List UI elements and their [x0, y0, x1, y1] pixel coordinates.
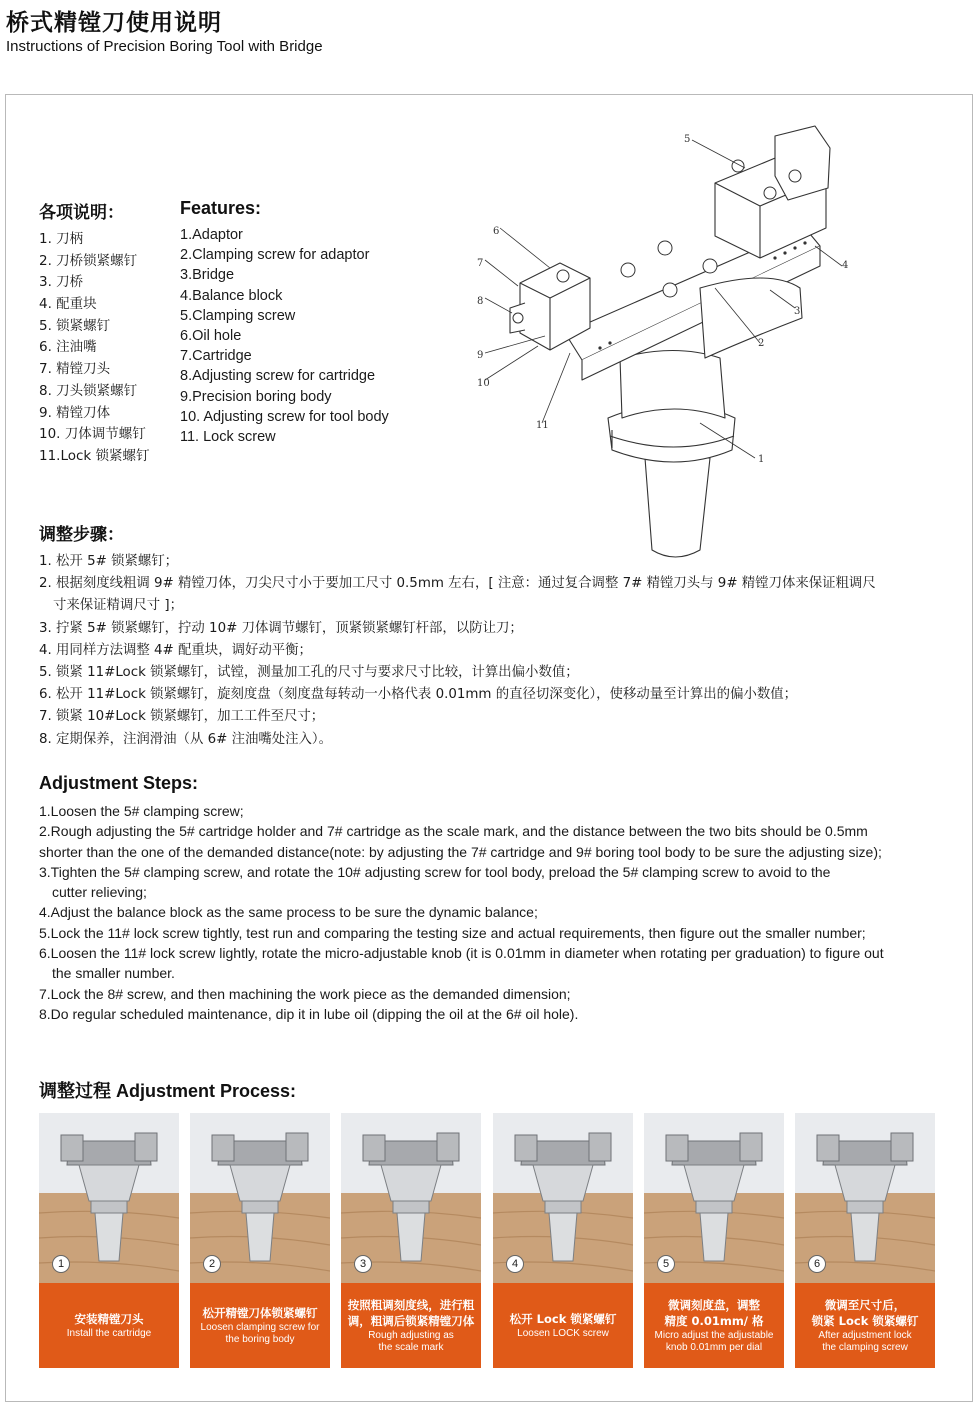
process-step-caption-cn — [344, 1297, 479, 1329]
callout-3: 3 — [794, 306, 801, 317]
process-heading: 调整过程 Adjustment Process: — [39, 1081, 297, 1101]
process-step-number: 6 — [808, 1255, 826, 1273]
step-line-en: 2.Rough adjusting the 5# cartridge holder and 7# cartridge as the scale mark, and the distance between the two bits should be 0.5mm — [39, 823, 868, 840]
caption-en-line: the scale mark — [378, 1342, 444, 1353]
callout-4: 4 — [842, 260, 849, 271]
callout-7: 7 — [477, 258, 484, 269]
process-step-caption — [644, 1283, 784, 1368]
process-step-caption — [493, 1283, 633, 1368]
parts-list-en — [180, 225, 389, 447]
part-item-cn: 5. 锁紧螺钉 — [39, 317, 111, 334]
step-line-cn: 4. 用同样方法调整 4# 配重块，调好动平衡； — [39, 642, 312, 658]
steps-heading-en: Adjustment Steps: — [39, 773, 199, 793]
parts-list-cn — [39, 229, 150, 468]
process-step-number: 4 — [506, 1255, 524, 1273]
part-item-cn: 1. 刀柄 — [39, 231, 84, 247]
step-line-en: cutter relieving; — [52, 884, 147, 901]
process-step-caption-cn — [71, 1311, 148, 1327]
process-step-number: 1 — [52, 1255, 70, 1273]
part-item-en: 2.Clamping screw for adaptor — [180, 247, 370, 264]
part-item-cn: 6. 注油嘴 — [39, 339, 97, 356]
caption-cn-line: 松开精镗刀体锁紧螺钉 — [202, 1305, 318, 1320]
step-line-cn: 7. 锁紧 10#Lock 锁紧螺钉，加工工件至尺寸； — [39, 709, 325, 725]
process-step-card — [493, 1113, 633, 1368]
caption-en-line: Loosen LOCK screw — [517, 1327, 609, 1339]
process-step-number: 2 — [203, 1255, 221, 1273]
callout-2: 2 — [758, 338, 765, 349]
caption-cn-line: 微调至尺寸后， — [824, 1297, 906, 1312]
steps-list-en — [39, 801, 884, 1024]
caption-cn-line: 精度 0.01mm/ 格 — [664, 1313, 764, 1328]
callout-11: 11 — [536, 420, 549, 431]
part-item-en: 3.Bridge — [180, 267, 235, 284]
part-item-en: 5.Clamping screw — [180, 307, 296, 324]
caption-cn-line: 微调刻度盘，调整 — [667, 1297, 760, 1312]
part-item-en: 7.Cartridge — [180, 348, 252, 365]
step-line-cn: 8. 定期保养，注润滑油（从 6# 注油嘴处注入）。 — [39, 731, 333, 747]
part-item-en: 4.Balance block — [180, 287, 283, 304]
callout-9: 9 — [477, 350, 484, 361]
process-step-caption-cn — [808, 1297, 923, 1329]
caption-en-line: knob 0.01mm per dial — [665, 1342, 763, 1353]
caption-cn-line: 按照粗调刻度线，进行粗 — [347, 1297, 475, 1312]
caption-cn-line: 调，粗调后锁紧精镗刀体 — [347, 1313, 475, 1328]
step-line-cn: 6. 松开 11#Lock 锁紧螺钉，旋刻度盘（刻度盘每转动一小格代表 0.01mm 的直径切深变化），使移动量至计算出的偏小数值； — [39, 687, 798, 703]
step-line-en: shorter than the one of the demanded distance(note: by adjusting the 7# cartridge and 9# boring tool body to be sure the adjusting size); — [39, 843, 882, 860]
step-line-cn: 寸来保证精调尺寸 ]； — [53, 598, 183, 614]
step-line-en: the smaller number. — [52, 965, 175, 982]
page-subtitle: Instructions of Precision Boring Tool with Bridge — [6, 38, 323, 55]
step-line-en: 6.Loosen the 11# lock screw lightly, rotate the micro-adjustable knob (it is 0.01mm in diameter when rotating per graduation) to figure out — [39, 945, 884, 962]
part-item-en: 8.Adjusting screw for cartridge — [180, 368, 376, 385]
part-item-cn: 11.Lock 锁紧螺钉 — [39, 447, 150, 464]
process-step-caption — [39, 1283, 179, 1368]
part-item-cn: 4. 配重块 — [39, 296, 97, 313]
parts-heading-en: Features: — [180, 198, 262, 218]
process-step-card — [39, 1113, 179, 1368]
part-item-cn: 2. 刀桥锁紧螺钉 — [39, 252, 138, 269]
part-item-en: 1.Adaptor — [180, 227, 243, 243]
callout-8: 8 — [477, 296, 484, 307]
process-step-caption-cn — [660, 1297, 767, 1329]
caption-cn-line: 锁紧 Lock 锁紧螺钉 — [811, 1313, 919, 1328]
part-item-en: 9.Precision boring body — [180, 388, 332, 405]
process-step-caption-en — [812, 1329, 917, 1355]
part-item-en: 6.Oil hole — [180, 327, 242, 344]
process-step-caption — [341, 1283, 481, 1368]
caption-en-line: Loosen clamping screw for — [200, 1321, 320, 1333]
steps-heading-cn: 调整步骤： — [39, 525, 124, 545]
part-item-cn: 3. 刀桥 — [39, 274, 84, 291]
caption-en-line: Install the cartridge — [66, 1327, 152, 1339]
caption-en-line: the clamping screw — [822, 1342, 908, 1353]
process-step-caption-en — [195, 1321, 326, 1347]
step-line-cn: 5. 锁紧 11#Lock 锁紧螺钉，试镗，测量加工孔的尺寸与要求尺寸比较，计算出偏小数值； — [39, 665, 579, 681]
step-line-cn: 2. 根据刻度线粗调 9# 精镗刀体，刀尖尺寸小于要加工尺寸 0.5mm 左右，[ 注意：通过复合调整 7# 精镗刀头与 9# 精镗刀体来保证粗调尺 — [39, 576, 876, 592]
process-step-caption — [795, 1283, 935, 1368]
part-item-cn: 7. 精镗刀头 — [39, 361, 111, 378]
process-step-number: 5 — [657, 1255, 675, 1273]
callout-1: 1 — [758, 454, 765, 465]
process-step-caption — [190, 1283, 330, 1368]
caption-cn-line: 松开 Lock 锁紧螺钉 — [509, 1311, 617, 1326]
part-item-cn: 8. 刀头锁紧螺钉 — [39, 382, 138, 399]
step-line-en: 8.Do regular scheduled maintenance, dip it in lube oil (dipping the oil at the 6# oil hole). — [39, 1005, 579, 1022]
parts-heading-cn: 各项说明： — [39, 203, 124, 223]
shank-cone — [645, 458, 710, 557]
callout-6: 6 — [493, 226, 500, 237]
boring-tool-diagram — [470, 118, 870, 568]
step-line-cn: 3. 拧紧 5# 锁紧螺钉，拧动 10# 刀体调节螺钉，顶紧锁紧螺钉杆部，以防让刀； — [39, 620, 523, 636]
steps-list-cn — [39, 551, 876, 751]
process-step-caption-en — [61, 1327, 158, 1341]
step-line-en: 3.Tighten the 5# clamping screw, and rotate the 10# adjusting screw for tool body, preload the 5# clamping screw to avoid to the — [39, 863, 831, 880]
process-step-card — [190, 1113, 330, 1368]
part-item-cn: 10. 刀体调节螺钉 — [39, 426, 146, 443]
step-line-en: 4.Adjust the balance block as the same process to be sure the dynamic balance; — [39, 904, 538, 921]
process-step-card — [644, 1113, 784, 1368]
process-step-number: 3 — [354, 1255, 372, 1273]
process-step-card — [341, 1113, 481, 1368]
process-step-caption-en — [649, 1329, 780, 1355]
callout-10: 10 — [477, 378, 490, 389]
step-line-en: 5.Lock the 11# lock screw tightly, test run and comparing the testing size and actual requirements, then figure out the smaller number; — [39, 924, 866, 941]
process-step-caption-en — [511, 1327, 615, 1341]
part-item-en: 10. Adjusting screw for tool body — [180, 408, 389, 425]
part-item-cn: 9. 精镗刀体 — [39, 404, 111, 421]
caption-en-line: Micro adjust the adjustable — [654, 1329, 774, 1341]
page-title: 桥式精镗刀使用说明 — [6, 10, 222, 36]
process-step-caption-cn — [199, 1305, 322, 1321]
caption-en-line: After adjustment lock — [818, 1329, 912, 1341]
process-step-caption-en — [362, 1329, 460, 1355]
step-line-en: 7.Lock the 8# screw, and then machining the work piece as the demanded dimension; — [39, 985, 571, 1002]
caption-en-line: Rough adjusting as — [368, 1329, 454, 1341]
step-line-cn: 1. 松开 5# 锁紧螺钉； — [39, 554, 179, 569]
step-line-en: 1.Loosen the 5# clamping screw; — [39, 803, 244, 819]
caption-cn-line: 安装精镗刀头 — [74, 1311, 144, 1326]
caption-en-line: the boring body — [225, 1334, 295, 1345]
process-step-card — [795, 1113, 935, 1368]
callout-5: 5 — [684, 134, 691, 145]
process-step-caption-cn — [506, 1311, 621, 1327]
part-item-en: 11. Lock screw — [180, 428, 276, 445]
